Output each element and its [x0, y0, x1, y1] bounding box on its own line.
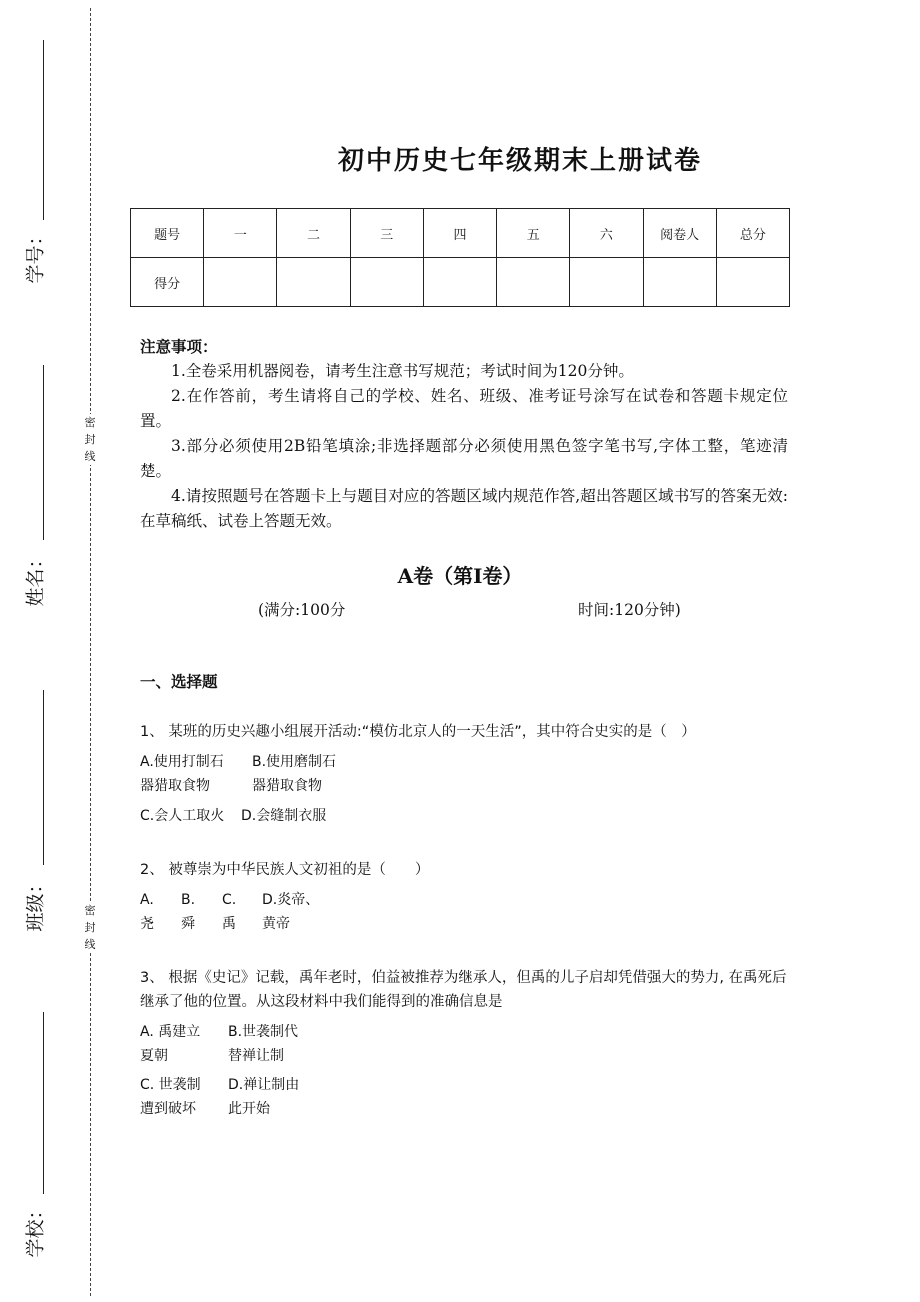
score-cell[interactable] — [423, 258, 496, 307]
option-line: C.会人工取火 — [140, 808, 225, 824]
question-3-option-c[interactable] — [140, 1073, 201, 1121]
school-underline — [43, 1012, 44, 1194]
question-2-option-a[interactable] — [140, 888, 154, 936]
seal-char: 密 — [84, 904, 96, 917]
option-line: 替禅让制 — [228, 1048, 284, 1064]
seal-char: 封 — [84, 433, 96, 446]
header-cell: 一 — [204, 209, 277, 258]
option-line: C. 世袭制 — [140, 1077, 201, 1093]
option-line: A.使用打制石 — [140, 754, 224, 770]
seal-line-label-lower — [82, 902, 98, 953]
header-cell: 阅卷人 — [643, 209, 716, 258]
notes-section — [140, 334, 788, 534]
question-1-option-a[interactable] — [140, 750, 224, 798]
section-a-title: A卷（第I卷） — [397, 564, 523, 588]
score-cell[interactable] — [716, 258, 789, 307]
header-cell: 三 — [350, 209, 423, 258]
option-line: B.使用磨制石 — [252, 754, 337, 770]
option-line: D.会缝制衣服 — [241, 808, 327, 824]
part-title: 一、选择题 — [140, 672, 218, 691]
option-line: 禹 — [222, 916, 236, 932]
header-cell: 总分 — [716, 209, 789, 258]
option-line: 夏朝 — [140, 1048, 168, 1064]
question-1-stem: 1、 某班的历史兴趣小组展开活动:“模仿北京人的一天生活”，其中符合史实的是（ ） — [140, 724, 696, 740]
header-cell: 六 — [570, 209, 643, 258]
seal-char: 封 — [84, 921, 96, 934]
option-line: 尧 — [140, 916, 154, 932]
question-1-option-d[interactable] — [241, 804, 326, 828]
score-cell[interactable] — [570, 258, 643, 307]
name-underline — [43, 365, 44, 540]
student-id-underline — [43, 40, 44, 220]
option-line: B. — [181, 892, 196, 908]
binding-dashed-line — [90, 8, 91, 1296]
full-score-text: (满分:100分 — [258, 601, 346, 619]
question-1-option-b[interactable] — [252, 750, 336, 798]
header-cell: 二 — [277, 209, 350, 258]
question-1-option-c[interactable] — [140, 804, 224, 828]
class-field[interactable] — [14, 690, 64, 950]
option-line: 舜 — [181, 916, 195, 932]
question-3-option-b[interactable] — [228, 1020, 298, 1068]
option-line: C. — [222, 892, 237, 908]
student-id-field[interactable] — [14, 40, 64, 300]
seal-char: 密 — [84, 416, 96, 429]
question-3-option-a[interactable] — [140, 1020, 200, 1068]
seal-char: 线 — [84, 450, 96, 463]
option-line: A. 禹建立 — [140, 1024, 201, 1040]
score-cell[interactable] — [497, 258, 570, 307]
question-2-stem: 2、 被尊崇为中华民族人文初祖的是（ ） — [140, 862, 430, 878]
note-item: 3.部分必须使用2B铅笔填涂;非选择题部分必须使用黑色签字笔书写,字体工整，笔迹清楚。 — [140, 437, 788, 480]
name-field[interactable] — [14, 365, 64, 625]
option-line: 黄帝 — [262, 916, 290, 932]
score-cell[interactable] — [350, 258, 423, 307]
option-line: 器猎取食物 — [140, 778, 210, 794]
score-cell[interactable] — [277, 258, 350, 307]
note-item: 2.在作答前，考生请将自己的学校、姓名、班级、准考证号涂写在试卷和答题卡规定位置。 — [140, 387, 788, 430]
option-line: B.世袭制代 — [228, 1024, 299, 1040]
score-table-header-row — [131, 209, 790, 258]
seal-line-label-upper — [82, 414, 98, 465]
option-line: A. — [140, 892, 154, 908]
question-3-option-d[interactable] — [228, 1073, 299, 1121]
question-2-option-d[interactable] — [262, 888, 319, 936]
score-table-score-row — [131, 258, 790, 307]
header-cell: 题号 — [131, 209, 204, 258]
option-line: 此开始 — [228, 1101, 270, 1117]
student-id-label: 学号： — [24, 226, 47, 284]
score-cell[interactable] — [204, 258, 277, 307]
note-item: 1.全卷采用机器阅卷，请考生注意书写规范；考试时间为120分钟。 — [171, 362, 634, 380]
exam-title: 初中历史七年级期末上册试卷 — [337, 146, 702, 176]
header-cell: 四 — [423, 209, 496, 258]
option-line: D.禅让制由 — [228, 1077, 300, 1093]
school-label: 学校： — [24, 1200, 47, 1258]
option-line: D.炎帝、 — [262, 892, 320, 908]
option-line: 遭到破坏 — [140, 1101, 196, 1117]
class-underline — [43, 690, 44, 865]
question-3-stem: 3、 根据《史记》记载，禹年老时，伯益被推荐为继承人，但禹的儿子启却凭借强大的势力, 在禹死后继承了他的位置。从这段材料中我们能得到的准确信息是 — [140, 970, 787, 1010]
time-text: 时间:120分钟) — [578, 601, 681, 619]
class-label: 班级： — [24, 874, 47, 932]
note-item: 4.请按照题号在答题卡上与题目对应的答题区域内规范作答,超出答题区域书写的答案无效:在草稿纸、试卷上答题无效。 — [140, 487, 788, 530]
score-table — [130, 208, 790, 307]
name-label: 姓名： — [24, 549, 47, 607]
option-line: 器猎取食物 — [252, 778, 322, 794]
row-label-cell: 得分 — [131, 258, 204, 307]
header-cell: 五 — [497, 209, 570, 258]
seal-char: 线 — [84, 938, 96, 951]
notes-title: 注意事项： — [140, 337, 218, 356]
question-2-option-c[interactable] — [222, 888, 236, 936]
score-cell[interactable] — [643, 258, 716, 307]
question-2-option-b[interactable] — [181, 888, 195, 936]
school-field[interactable] — [14, 1012, 64, 1292]
